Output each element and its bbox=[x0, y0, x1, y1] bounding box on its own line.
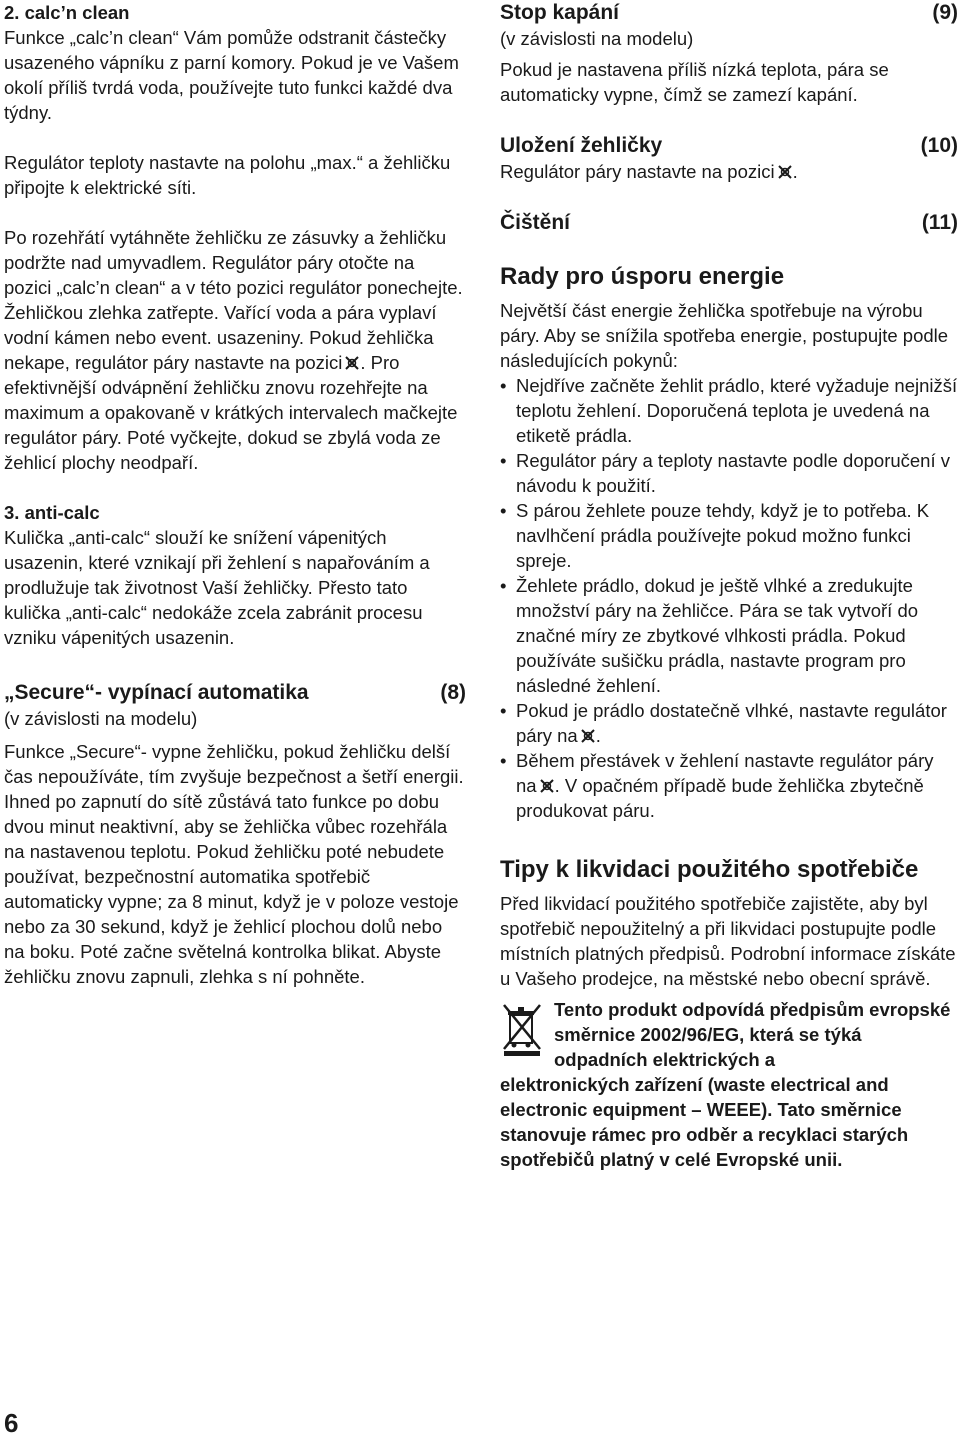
storage-title: Uložení žehličky bbox=[500, 134, 663, 157]
secure-heading-title: „Secure“- vypínací automatika bbox=[4, 681, 309, 704]
weee-rest-text: elektronických zařízení (waste electrical and electronic equipment – WEEE). Tato směrnice stanovuje rámec pro odběr a recyklaci starých spotřebičů platný v celé Evropské unii. bbox=[500, 1074, 909, 1170]
stop-drip-heading bbox=[500, 0, 958, 26]
no-steam-icon bbox=[344, 355, 360, 371]
list-item-text: Během přestávek v žehlení nastavte regulátor páry na bbox=[516, 750, 934, 796]
secure-subheading: (v závislosti na modelu) bbox=[4, 708, 198, 729]
list-item: • Regulátor páry a teploty nastavte podle doporučení v návodu k použití. bbox=[500, 448, 958, 498]
secure-paragraph: Funkce „Secure“- vypne žehličku, pokud žehličku delší čas nepoužíváte, tím zvyšuje bezpečnost a šetří energii. Ihned po zapnutí do sítě zůstává tato funkce po dobu dvou minut neaktivní, aby se žehlička vůbec rozehřála na nastavenou teplotu. Pokud žehličku poté nebudete používat, bezpečnostní automatika spotřebič automaticky vypne; za 8 minut, když je v poloze vestoje nebo za 30 sekund, když je žehlicí plochou dolů nebo na boku. Poté začne světelná kontrolka blikat. Abyste žehličku znovu zapnuli, zlehka s ní pohněte. bbox=[4, 741, 464, 987]
weee-lead-text: Tento produkt odpovídá předpisům evropské směrnice 2002/96/EG, která se týká odpadních elektrických a bbox=[554, 999, 951, 1070]
calc-clean-text-b: . Pro efektivnější odvápnění žehličku znovu rozehřejte na maximum a opakovaně v krátkých intervalech mačkejte regulátor páry. Poté vyčkejte, dokud se zbylá voda ze žehlicí plochy neodpaří. bbox=[4, 352, 458, 473]
storage-number: (10) bbox=[920, 134, 958, 157]
calc-clean-text-a: Po rozehřátí vytáhněte žehličku ze zásuvky a žehličku podržte nad umyvadlem. Regulátor páry otočte na pozici „calc’n clean“ a v této pozici regulátor ponechejte. Žehličkou zlehka zatřepte. Vařící voda a pára vyplaví vodní kámen nebo event. usazeniny. Pokud žehlička nekape, regulátor páry nastavte na pozici bbox=[4, 227, 463, 373]
storage-paragraph bbox=[500, 159, 958, 184]
storage-text: Regulátor páry nastavte na pozici bbox=[500, 161, 775, 182]
right-column bbox=[500, 0, 958, 1172]
weee-block bbox=[500, 997, 958, 1072]
disposal-heading: Tipy k likvidaci použitého spotřebiče bbox=[500, 856, 919, 883]
disposal-paragraph: Před likvidací použitého spotřebiče zajistěte, aby byl spotřebič nepoužitelný a při likvidaci postupujte podle místních platných předpisů. Podrobní informace získáte u Vašeho prodejce, na městské nebo obecní správě. bbox=[500, 893, 956, 989]
energy-paragraph: Největší část energie žehlička spotřebuje na výrobu páry. Aby se snížila spotřeba energie, postupujte podle následujících pokynů: bbox=[500, 300, 949, 371]
energy-heading: Rady pro úsporu energie bbox=[500, 263, 785, 290]
anti-calc-heading: 3. anti-calc bbox=[4, 502, 100, 523]
storage-heading bbox=[500, 133, 958, 159]
list-item: • Nejdříve začněte žehlit prádlo, které vyžaduje nejnižší teplotu žehlení. Doporučená teplota je uvedená na etiketě prádla. bbox=[500, 373, 958, 448]
energy-tips-list bbox=[500, 373, 958, 823]
cleaning-heading bbox=[500, 210, 958, 236]
list-item-text: Pokud je prádlo dostatečně vlhké, nastavte regulátor páry na bbox=[516, 700, 947, 746]
list-item: • Žehlete prádlo, dokud je ještě vlhké a zredukujte množství páry na žehličce. Pára se tak vytvoří do značné míry ze zbytkové vlhkosti prádla. Pokud používáte sušičku prádla, nastavte program pro následné žehlení. bbox=[500, 573, 958, 698]
stop-drip-number: (9) bbox=[932, 1, 958, 24]
crossed-bin-icon bbox=[500, 1001, 544, 1057]
list-item bbox=[500, 698, 958, 748]
secure-heading bbox=[4, 680, 466, 706]
list-item-text-end: . bbox=[595, 725, 601, 746]
left-column bbox=[4, 0, 466, 989]
calc-clean-heading: 2. calc’n clean bbox=[4, 2, 130, 23]
calc-clean-paragraph-1: Funkce „calc’n clean“ Vám pomůže odstranit částečky usazeného vápníku z parní komory. Pokud je ve Vašem okolí příliš tvrdá voda, používejte tuto funkci každé dva týdny. bbox=[4, 27, 459, 123]
stop-drip-subheading: (v závislosti na modelu) bbox=[500, 28, 694, 49]
calc-clean-paragraph-2: Regulátor teploty nastavte na polohu „max.“ a žehličku připojte k elektrické síti. bbox=[4, 152, 451, 198]
storage-text-end: . bbox=[792, 161, 798, 182]
stop-drip-title: Stop kapání bbox=[500, 1, 620, 24]
cleaning-title: Čištění bbox=[500, 211, 571, 234]
list-item: • S párou žehlete pouze tehdy, když je to potřeba. K navlhčení prádla používejte pokud možno funkci spreje. bbox=[500, 498, 958, 573]
no-steam-icon bbox=[777, 164, 793, 180]
stop-drip-paragraph: Pokud je nastavena příliš nízká teplota, pára se automaticky vypne, čímž se zamezí kapání. bbox=[500, 59, 889, 105]
anti-calc-paragraph: Kulička „anti-calc“ slouží ke snížení vápenitých usazenin, které vznikají při žehlení s napařováním a prodlužuje tak životnost Vaší žehličky. Přesto tato kulička „anti-calc“ nedokáže zcela zabránit procesu vzniku vápenitých usazenin. bbox=[4, 527, 430, 648]
list-item bbox=[500, 748, 958, 823]
no-steam-icon bbox=[539, 778, 555, 794]
calc-clean-paragraph-3 bbox=[4, 225, 466, 475]
secure-heading-number: (8) bbox=[440, 681, 466, 704]
no-steam-icon bbox=[580, 728, 596, 744]
page-number: 6 bbox=[4, 1408, 19, 1438]
list-item-text-end: . V opačném případě bude žehlička zbytečně produkovat páru. bbox=[516, 775, 924, 821]
cleaning-number: (11) bbox=[921, 211, 958, 234]
